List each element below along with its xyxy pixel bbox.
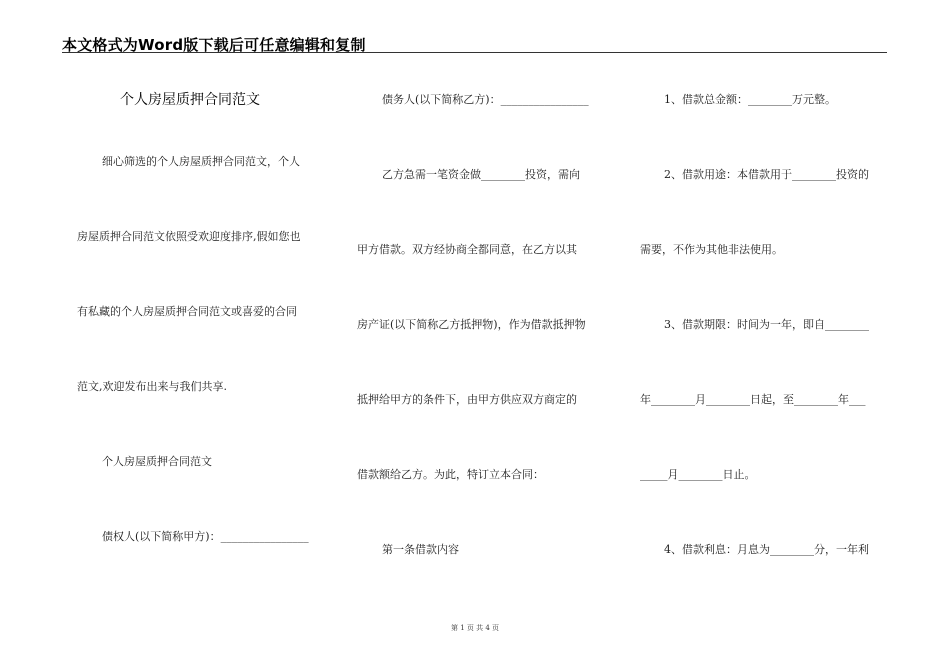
text-line: 债权人(以下简称甲方)：________________ bbox=[102, 530, 309, 543]
text-line: 债务人(以下简称乙方)：________________ bbox=[382, 93, 589, 106]
text-line: 3、借款期限：时间为一年，即自________ bbox=[664, 318, 869, 331]
text-line: 有私藏的个人房屋质押合同范文或喜爱的合同 bbox=[77, 305, 297, 318]
text-line: _____月________日止。 bbox=[640, 468, 756, 481]
section-heading: 个人房屋质押合同范文 bbox=[102, 455, 212, 468]
text-line: 细心筛选的个人房屋质押合同范文，个人 bbox=[102, 155, 300, 168]
article-title: 个人房屋质押合同范文 bbox=[120, 92, 260, 108]
document-header: 本文格式为Word版下载后可任意编辑和复制 bbox=[62, 36, 366, 54]
text-line: 房屋质押合同范文依照受欢迎度排序,假如您也 bbox=[77, 230, 301, 243]
section-heading: 第一条借款内容 bbox=[382, 543, 459, 556]
header-divider bbox=[62, 52, 887, 53]
text-line: 抵押给甲方的条件下，由甲方供应双方商定的 bbox=[357, 393, 577, 406]
text-line: 乙方急需一笔资金做________投资，需向 bbox=[382, 168, 580, 181]
text-line: 年________月________日起，至________年___ bbox=[640, 393, 866, 406]
page-number-footer: 第 1 页 共 4 页 bbox=[450, 624, 500, 632]
text-line: 借款额给乙方。为此，特订立本合同： bbox=[357, 468, 544, 481]
text-line: 房产证(以下简称乙方抵押物)，作为借款抵押物 bbox=[357, 318, 586, 331]
text-line: 范文,欢迎发布出来与我们共享. bbox=[77, 380, 227, 393]
text-line: 2、借款用途：本借款用于________投资的 bbox=[664, 168, 869, 181]
text-line: 需要，不作为其他非法使用。 bbox=[640, 243, 783, 256]
text-line: 4、借款利息：月息为________分，一年利 bbox=[664, 543, 869, 556]
text-line: 甲方借款。双方经协商全都同意，在乙方以其 bbox=[357, 243, 577, 256]
text-line: 1、借款总金额：________万元整。 bbox=[664, 93, 836, 106]
